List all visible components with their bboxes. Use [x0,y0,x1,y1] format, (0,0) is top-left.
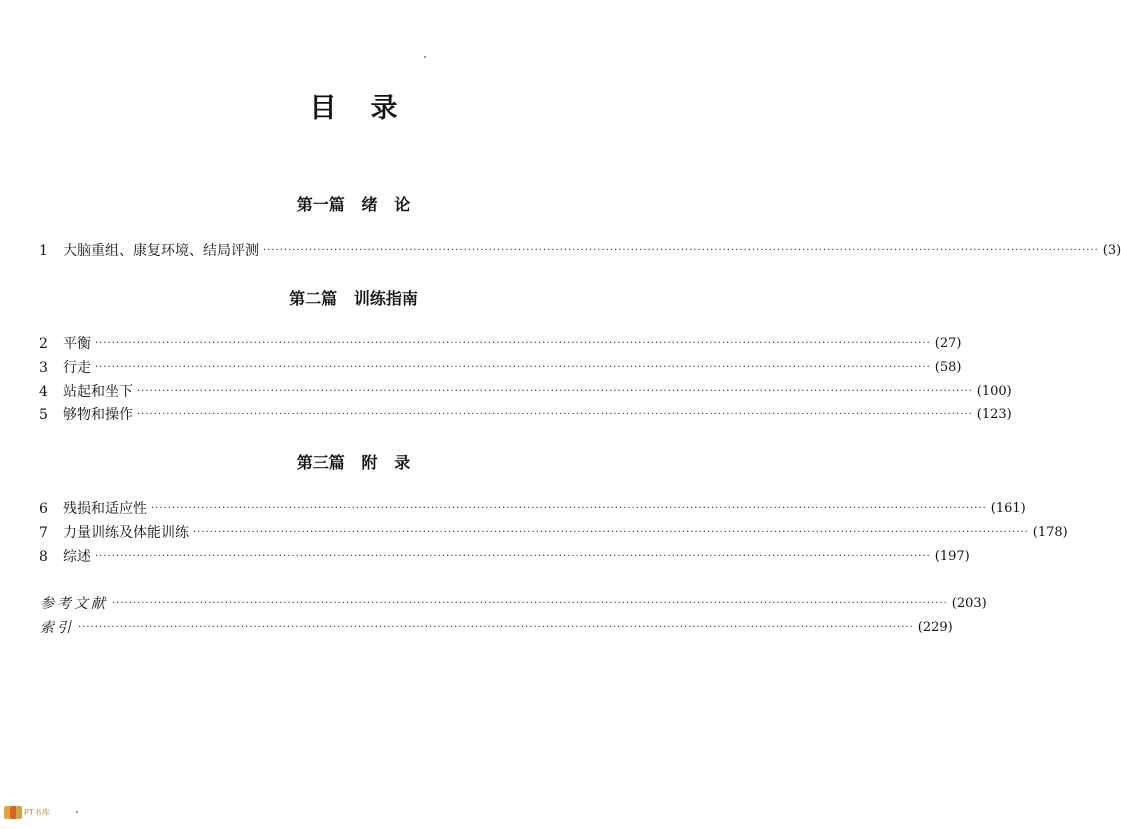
toc-entry-label: 参考文献 [40,596,108,612]
toc-entry-label: 大脑重组、康复环境、结局评测 [63,243,259,259]
toc-leader: ········································································································································································································ [137,409,973,420]
toc-entry-page: (197) [934,549,970,564]
toc-entry[interactable] [39,241,1121,261]
toc-entry-label: 索引 [40,620,74,636]
toc-entry-label: 站起和坐下 [63,384,133,400]
toc-leader: ········································································································································································································ [151,503,987,514]
section-heading-2: 第二篇 训练指南 [289,289,418,308]
toc-entry-number: 6 [39,501,48,517]
toc-entry[interactable] [39,499,1026,519]
toc-leader: ········································································································································································································ [137,386,973,397]
toc-entry-number: 8 [39,549,48,565]
toc-entry[interactable] [39,547,970,567]
toc-leader: ········································································································································································································ [95,362,931,373]
toc-entry-references[interactable] [40,594,987,614]
toc-leader: ········································································································································································································ [193,527,1029,538]
footer-logo [4,806,50,819]
toc-entry-page: (123) [976,407,1012,422]
scan-speck [424,56,426,58]
toc-entry-number: 2 [39,336,48,352]
toc-entry-index[interactable] [40,618,953,638]
toc-leader: ········································································································································································································ [95,338,931,349]
toc-entry-number: 3 [39,360,48,376]
toc-entry-label: 综述 [63,549,91,565]
logo-text: PT书库 [24,808,50,817]
toc-entry[interactable] [39,358,962,378]
toc-entry-number: 5 [39,407,48,423]
toc-entry-page: (229) [917,620,953,635]
toc-leader: ········································································································································································································ [263,245,1099,256]
toc-entry-page: (178) [1032,525,1068,540]
book-icon-segment [16,806,22,819]
toc-leader: ········································································································································································································ [78,622,914,633]
toc-entry-page: (3) [1102,243,1121,258]
toc-entry-label: 残损和适应性 [63,501,147,517]
toc-entry-page: (27) [934,336,962,351]
toc-entry[interactable] [39,382,1012,402]
section-heading-3: 第三篇 附 录 [296,453,411,472]
toc-entry-page: (58) [934,360,962,375]
toc-entry[interactable] [39,523,1068,543]
toc-entry-label: 力量训练及体能训练 [63,525,189,541]
toc-entry[interactable] [39,405,1012,425]
scan-speck [76,811,78,813]
toc-entry[interactable] [39,334,962,354]
toc-entry-number: 1 [39,243,48,259]
toc-entry-label: 够物和操作 [63,407,133,423]
toc-entry-page: (161) [990,501,1026,516]
toc-entry-number: 4 [39,384,48,400]
toc-entry-page: (203) [951,596,987,611]
book-icon [4,806,22,819]
page-title: 目录 [309,93,432,124]
toc-leader: ········································································································································································································ [95,551,931,562]
toc-leader: ········································································································································································································ [112,598,948,609]
section-heading-1: 第一篇 绪 论 [296,195,411,214]
toc-entry-label: 行走 [63,360,91,376]
toc-entry-label: 平衡 [63,336,91,352]
toc-entry-number: 7 [39,525,48,541]
toc-entry-page: (100) [976,384,1012,399]
